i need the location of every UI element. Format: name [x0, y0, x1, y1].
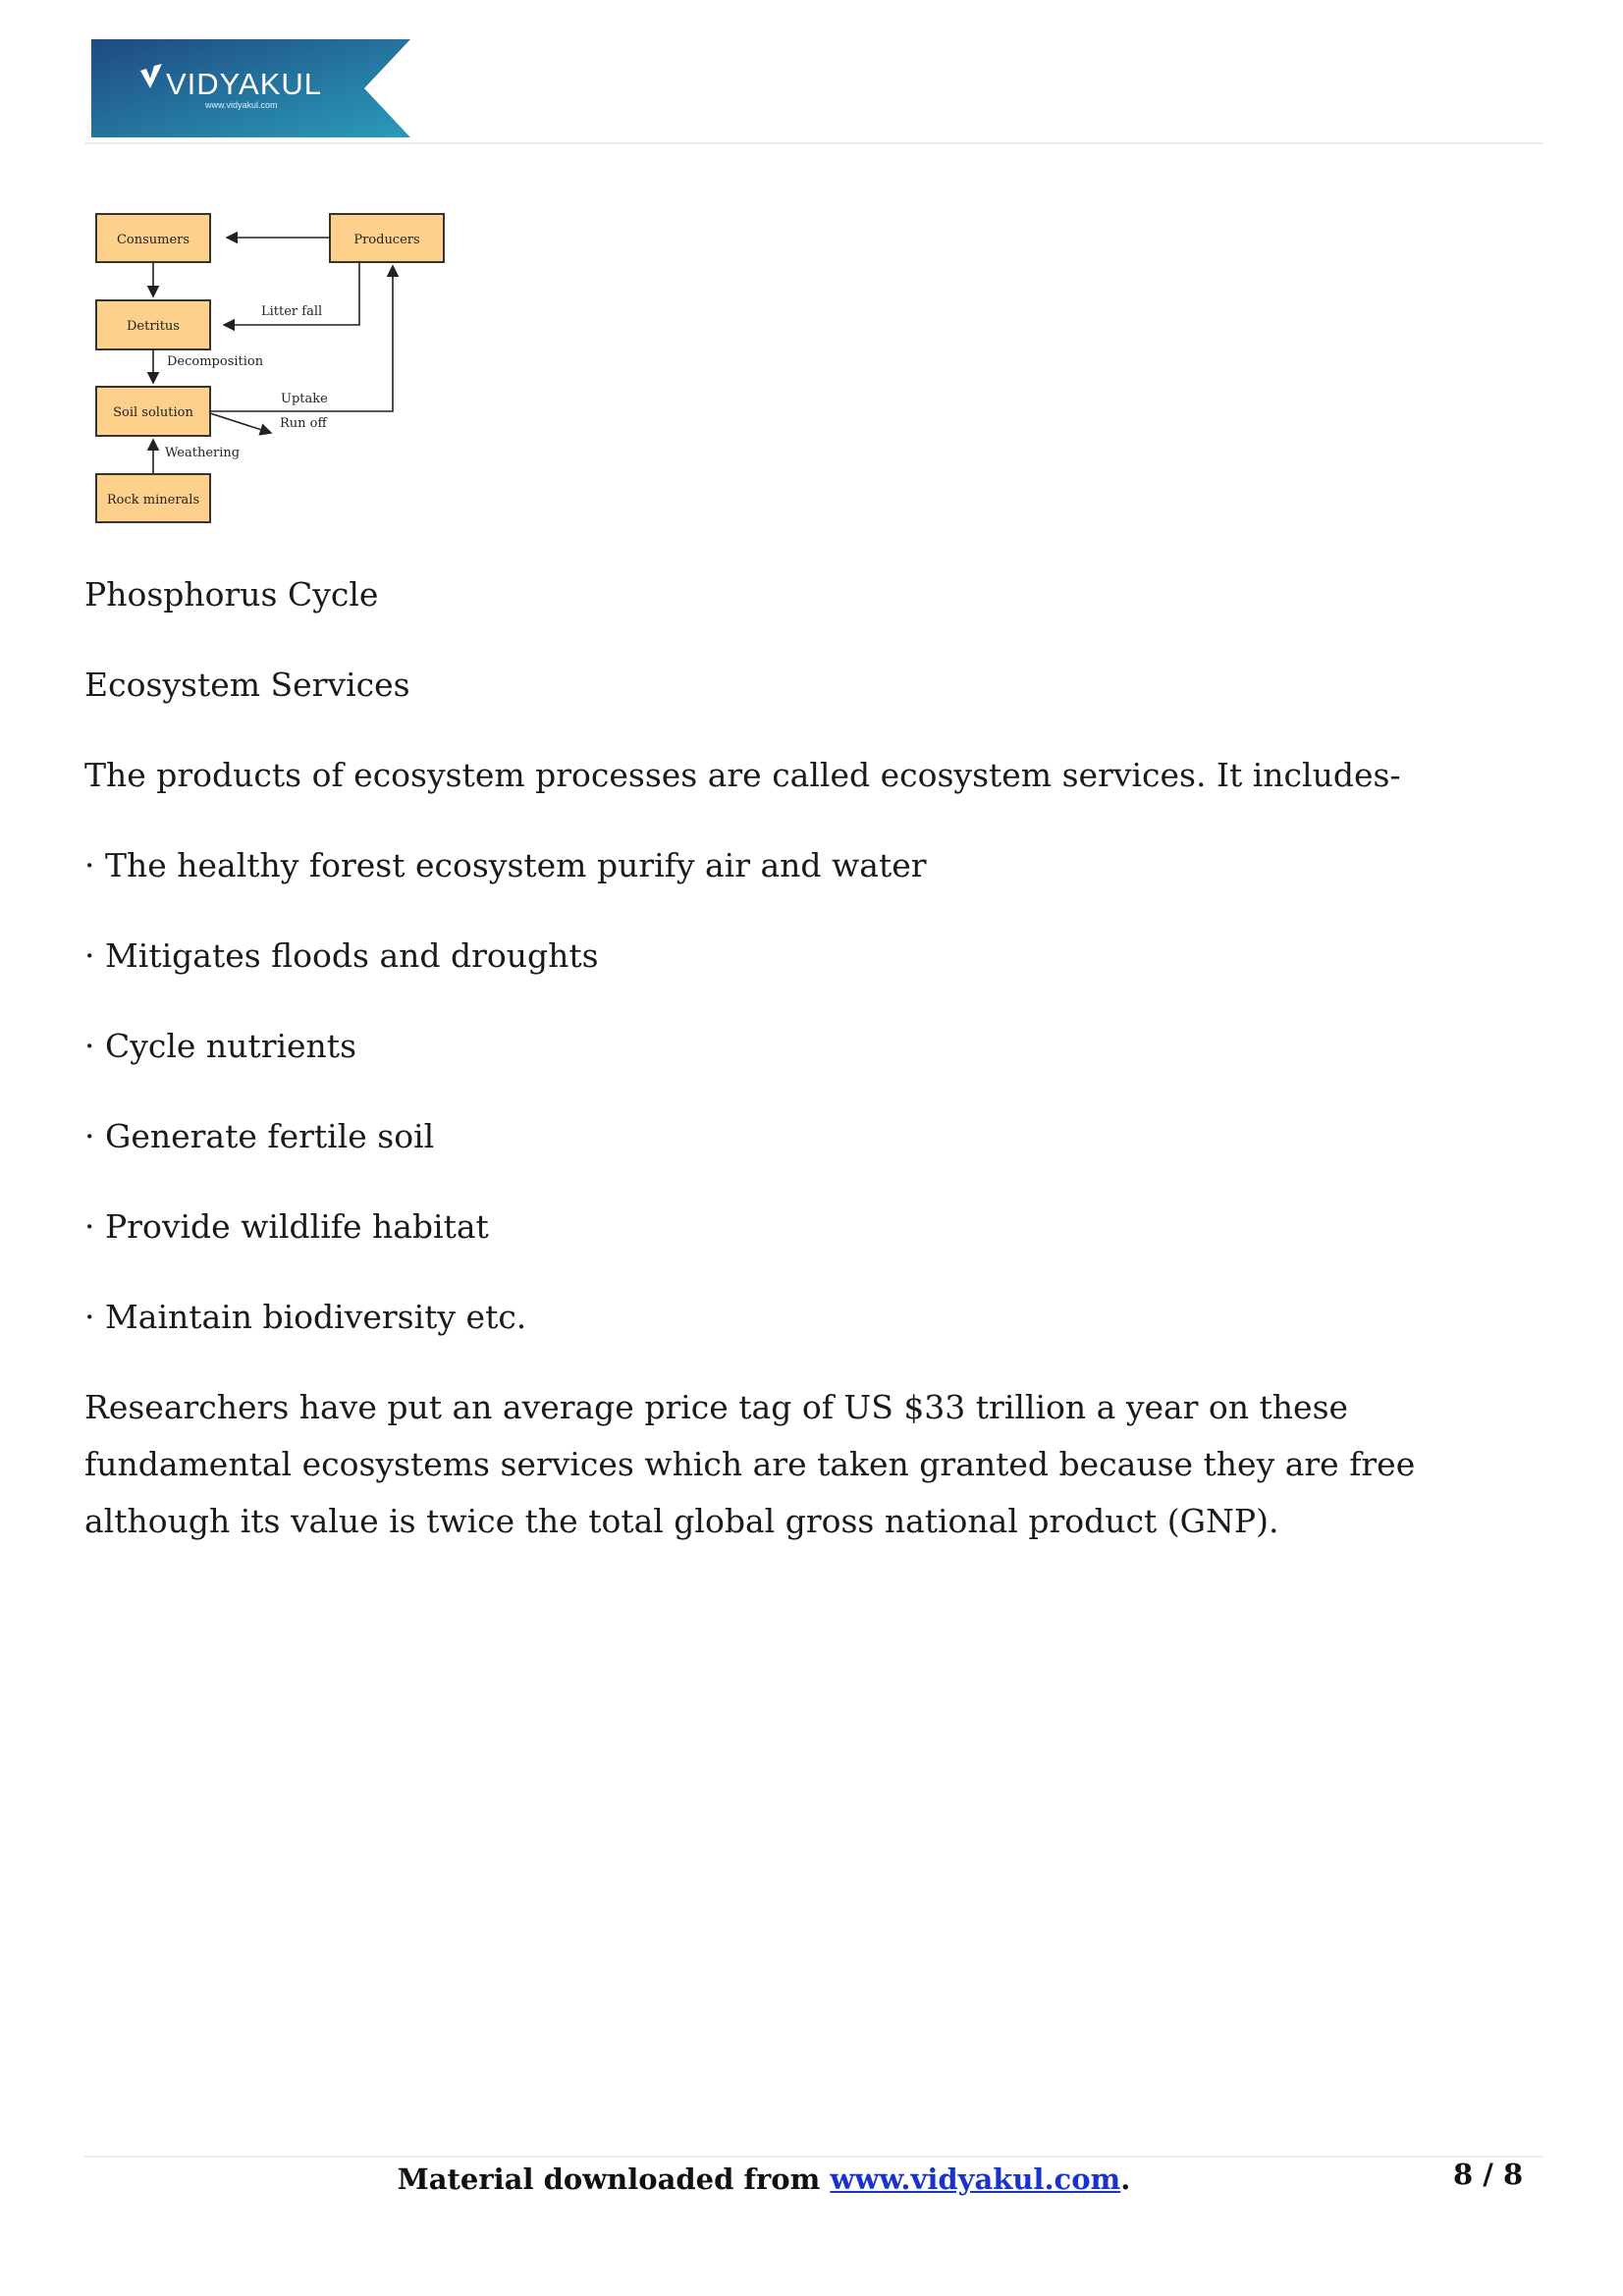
list-item: · The healthy forest ecosystem purify air and water: [84, 846, 927, 884]
label-consumers: Consumers: [116, 233, 190, 247]
logo-text: VIDYAKUL: [166, 67, 323, 101]
closing-paragraph: Researchers have put an average price tag of US $33 trillion a year on these fundamental ecosystems services which are taken granted because they are free although its value is twice the total global gross national product (GNP).: [84, 1388, 1416, 1540]
label-detritus: Detritus: [127, 319, 180, 334]
label-run-off: Run off: [280, 416, 327, 431]
list-item: · Maintain biodiversity etc.: [84, 1298, 527, 1336]
footer-suffix: .: [1120, 2163, 1131, 2196]
section-heading: Ecosystem Services: [84, 666, 410, 704]
label-producers: Producers: [353, 233, 420, 247]
intro-paragraph: The products of ecosystem processes are called ecosystem services. It includes-: [84, 756, 1401, 794]
label-litter-fall: Litter fall: [261, 304, 323, 319]
footer-divider: [84, 2156, 1543, 2158]
arrow-run-off: [210, 413, 271, 433]
list-item: · Cycle nutrients: [84, 1027, 357, 1065]
phosphorus-cycle-diagram: [84, 201, 458, 535]
label-decomposition: Decomposition: [167, 354, 264, 369]
logo-url-text: www.vidyakul.com: [205, 100, 278, 110]
diagram-caption: Phosphorus Cycle: [84, 575, 379, 614]
label-uptake: Uptake: [281, 392, 328, 406]
page-content: [84, 566, 1552, 1583]
footer-note: [0, 2160, 1528, 2199]
header-divider: [84, 142, 1543, 144]
list-item: · Mitigates floods and droughts: [84, 936, 599, 975]
label-rock-minerals: Rock minerals: [106, 493, 200, 507]
vidyakul-logo[interactable]: [91, 39, 410, 137]
label-weathering: Weathering: [165, 446, 241, 460]
arrow-uptake: [210, 266, 393, 411]
page-number: 8 / 8: [1453, 2158, 1524, 2191]
label-soil-solution: Soil solution: [113, 405, 193, 420]
footer-prefix: Material downloaded from: [397, 2163, 831, 2196]
list-item: · Provide wildlife habitat: [84, 1207, 489, 1246]
list-item: · Generate fertile soil: [84, 1117, 435, 1155]
footer-link[interactable]: www.vidyakul.com: [830, 2163, 1121, 2196]
